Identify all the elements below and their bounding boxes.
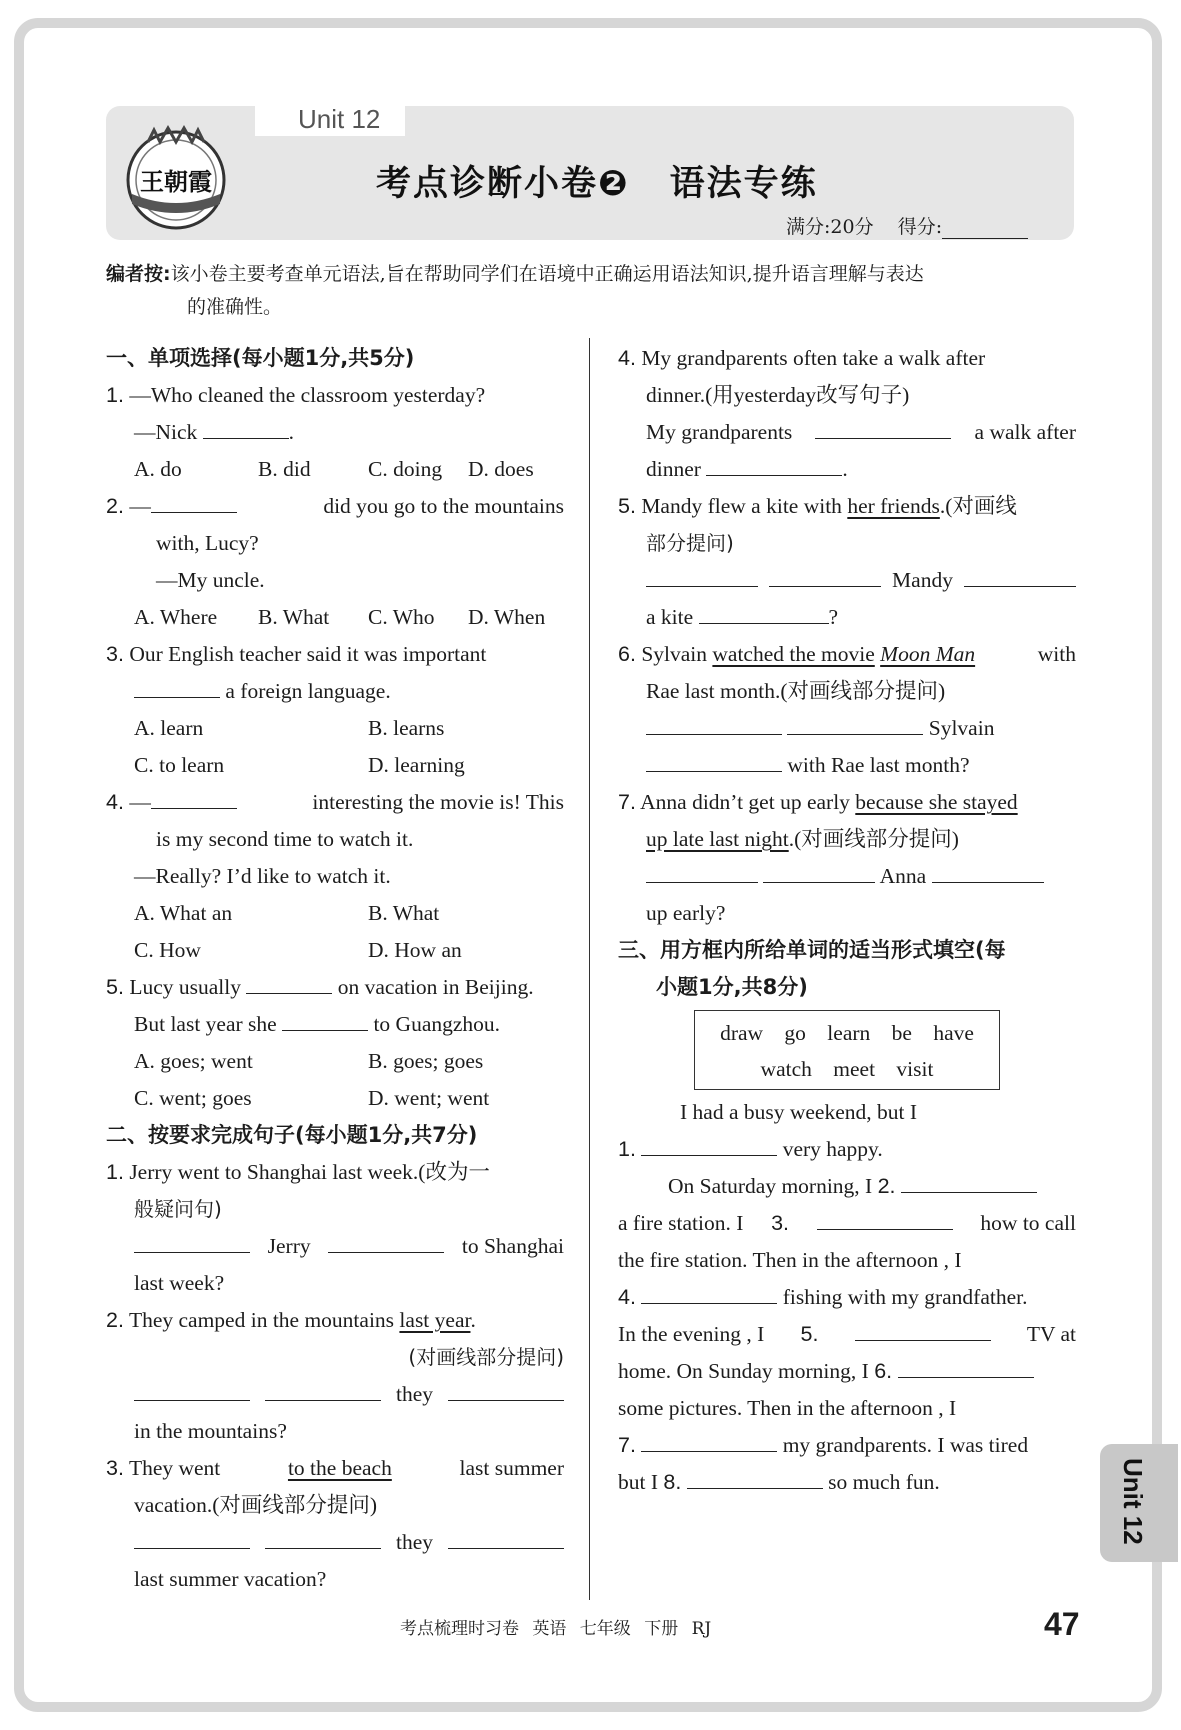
s3-line-3: On Saturday morning, I 2. xyxy=(618,1168,1076,1205)
unit-label: Unit 12 xyxy=(298,104,381,134)
answer-blank[interactable] xyxy=(203,414,289,439)
option[interactable]: D. How an xyxy=(368,938,462,962)
side-unit-tab xyxy=(1100,1444,1178,1562)
section-1-title: 一、单项选择(每小题1分,共5分) xyxy=(106,346,415,370)
answer-blank[interactable] xyxy=(817,1205,953,1230)
section-2-title: 二、按要求完成句子(每小题1分,共7分) xyxy=(106,1123,478,1147)
s1-q5-options-a xyxy=(106,1043,564,1080)
s1-q4-line2: is my second time to watch it. xyxy=(156,827,414,851)
s2-q7-line3: Anna xyxy=(618,858,1076,895)
option[interactable]: A. Where xyxy=(134,605,218,629)
s3-line-1: I had a busy weekend, but I xyxy=(680,1100,918,1124)
answer-blank[interactable] xyxy=(815,414,951,439)
option[interactable]: A. What an xyxy=(134,901,233,925)
s2-q6-line2: Rae last month.(对画线部分提问) xyxy=(646,679,946,703)
title-main: 考点诊断小卷❷ xyxy=(376,164,630,204)
svg-text:王朝霞: 王朝霞 xyxy=(140,168,212,196)
page-title xyxy=(376,156,818,206)
answer-blank[interactable] xyxy=(646,562,758,587)
answer-blank[interactable] xyxy=(134,673,220,698)
s1-q1-options xyxy=(106,451,564,488)
s1-q2-line2: with, Lucy? xyxy=(156,531,259,555)
page-number: 47 xyxy=(1044,1606,1080,1642)
option[interactable]: B. did xyxy=(258,457,311,481)
s2-q6-line3: Sylvain xyxy=(618,710,1076,747)
answer-blank[interactable] xyxy=(898,1353,1034,1378)
answer-blank[interactable] xyxy=(787,710,923,735)
side-tab-label: Unit 12 xyxy=(1118,1458,1148,1545)
s2-q1-line3: Jerry to Shanghai xyxy=(106,1228,564,1265)
answer-blank[interactable] xyxy=(134,1228,250,1253)
right-column xyxy=(618,340,1076,1501)
footer-text: 考点梳理时习卷 英语 七年级 下册 RJ xyxy=(400,1619,712,1639)
answer-blank[interactable] xyxy=(769,562,881,587)
answer-blank[interactable] xyxy=(641,1427,777,1452)
s1-q3-line1: 3. Our English teacher said it was important xyxy=(106,642,487,666)
answer-blank[interactable] xyxy=(282,1006,368,1031)
answer-blank[interactable] xyxy=(641,1279,777,1304)
s1-q1-line2: —Nick . xyxy=(106,414,564,451)
s1-q5-line2: But last year she to Guangzhou. xyxy=(106,1006,564,1043)
s2-q3-line1: 3. They went to the beach last summer xyxy=(106,1456,564,1480)
s2-q1-line2: 般疑问句) xyxy=(134,1197,222,1221)
answer-blank[interactable] xyxy=(134,1524,250,1549)
answer-blank[interactable] xyxy=(151,784,237,809)
column-divider xyxy=(589,338,590,1600)
s1-q5-line1: 5. Lucy usually on vacation in Beijing. xyxy=(106,969,564,1006)
word-box-row-2: watch meet visit xyxy=(760,1057,934,1081)
s2-q1-line4: last week? xyxy=(134,1271,225,1295)
s3-line-2: 1. very happy. xyxy=(618,1131,1076,1168)
s3-line-11: but I 8. so much fun. xyxy=(618,1464,1076,1501)
option[interactable]: C. to learn xyxy=(134,753,225,777)
s1-q4-options-a xyxy=(106,895,564,932)
s1-q4-options-b xyxy=(106,932,564,969)
answer-blank[interactable] xyxy=(151,488,237,513)
section-3-title-2: 小题1分,共8分) xyxy=(656,975,808,999)
title-sub: 语法专练 xyxy=(669,164,818,204)
s3-line-9: some pictures. Then in the afternoon , I xyxy=(618,1396,957,1420)
option[interactable]: C. went; goes xyxy=(134,1086,252,1110)
option[interactable]: B. What xyxy=(258,605,330,629)
option[interactable]: D. When xyxy=(468,605,546,629)
answer-blank[interactable] xyxy=(699,599,829,624)
answer-blank[interactable] xyxy=(641,1131,777,1156)
s2-q2-line4: in the mountains? xyxy=(134,1419,287,1443)
s2-q4-line2: dinner.(用yesterday改写句子) xyxy=(646,383,910,407)
s2-q5-line3: Mandy xyxy=(618,562,1076,599)
answer-blank[interactable] xyxy=(448,1376,564,1401)
option[interactable]: C. How xyxy=(134,938,201,962)
note-label: 编者按: xyxy=(106,263,171,285)
s1-q2-line1: 2. — did you go to the mountains xyxy=(106,488,564,525)
s2-q5-line2: 部分提问) xyxy=(646,531,734,555)
word-box xyxy=(694,1010,1000,1090)
answer-blank[interactable] xyxy=(265,1524,381,1549)
answer-blank[interactable] xyxy=(646,710,782,735)
s2-q3-line2: vacation.(对画线部分提问) xyxy=(134,1493,378,1517)
s2-q3-line4: last summer vacation? xyxy=(134,1567,327,1591)
s1-q3-line2: a foreign language. xyxy=(106,673,564,710)
answer-blank[interactable] xyxy=(646,858,758,883)
note-text-2: 的准确性。 xyxy=(187,296,283,318)
s1-q2-options xyxy=(106,599,564,636)
section-3-title-1: 三、用方框内所给单词的适当形式填空(每 xyxy=(618,938,1006,962)
score-line xyxy=(786,212,1028,239)
option[interactable]: B. goes; goes xyxy=(368,1049,484,1073)
s2-q4-line3: My grandparents a walk after xyxy=(618,414,1076,451)
answer-blank[interactable] xyxy=(134,1376,250,1401)
left-column xyxy=(106,340,564,1598)
answer-blank[interactable] xyxy=(932,858,1044,883)
s2-q2-line2: (对画线部分提问) xyxy=(408,1345,564,1369)
answer-blank[interactable] xyxy=(246,969,332,994)
s1-q3-options-b xyxy=(106,747,564,784)
score-label: 得分: xyxy=(897,216,943,238)
answer-blank[interactable] xyxy=(901,1168,1037,1193)
option[interactable]: D. went; went xyxy=(368,1086,490,1110)
score-blank[interactable] xyxy=(942,220,1028,239)
s2-q2-line3: they xyxy=(106,1376,564,1413)
editor-note xyxy=(106,258,1076,324)
s2-q5-line1: 5. Mandy flew a kite with her friends.(对画线 xyxy=(618,494,1017,518)
answer-blank[interactable] xyxy=(646,747,782,772)
s2-q4-line1: 4. My grandparents often take a walk after xyxy=(618,346,986,370)
answer-blank[interactable] xyxy=(964,562,1076,587)
option[interactable]: B. learns xyxy=(368,716,445,740)
option[interactable]: C. Who xyxy=(368,605,435,629)
s3-line-8: home. On Sunday morning, I 6. xyxy=(618,1353,1076,1390)
s1-q5-options-b xyxy=(106,1080,564,1117)
s2-q7-line4: up early? xyxy=(646,901,726,925)
full-score: 满分:20分 xyxy=(786,216,874,238)
answer-blank[interactable] xyxy=(855,1316,991,1341)
s3-line-10: 7. my grandparents. I was tired xyxy=(618,1427,1076,1464)
s2-q2-line1: 2. They camped in the mountains last year. xyxy=(106,1308,476,1332)
answer-blank[interactable] xyxy=(328,1228,444,1253)
s3-line-5: the fire station. Then in the afternoon , I xyxy=(618,1248,962,1272)
s3-line-4: a fire station. I 3. how to call xyxy=(618,1205,1076,1242)
s2-q3-line3: they xyxy=(106,1524,564,1561)
s2-q7-line1: 7. Anna didn’t get up early because she stayed xyxy=(618,790,1018,814)
s1-q4-line1: 4. — interesting the movie is! This xyxy=(106,784,564,821)
s1-q1-line1: 1. —Who cleaned the classroom yesterday? xyxy=(106,383,486,407)
s3-line-6: 4. fishing with my grandfather. xyxy=(618,1279,1076,1316)
s2-q4-line4: dinner . xyxy=(618,451,1076,488)
s3-line-7: In the evening , I 5. TV at xyxy=(618,1316,1076,1353)
answer-blank[interactable] xyxy=(448,1524,564,1549)
s1-q2-line3: —My uncle. xyxy=(156,568,265,592)
option[interactable]: C. doing xyxy=(368,457,443,481)
option[interactable]: A. do xyxy=(134,457,182,481)
option[interactable]: A. learn xyxy=(134,716,204,740)
word-box-row-1: draw go learn be have xyxy=(720,1021,974,1045)
option[interactable]: A. goes; went xyxy=(134,1049,253,1073)
option[interactable]: B. What xyxy=(368,901,440,925)
answer-blank[interactable] xyxy=(706,451,842,476)
s2-q5-line4: a kite ? xyxy=(618,599,1076,636)
s1-q3-options-a xyxy=(106,710,564,747)
s2-q1-line1: 1. Jerry went to Shanghai last week.(改为一 xyxy=(106,1160,490,1184)
answer-blank[interactable] xyxy=(687,1464,823,1489)
s2-q6-line1: 6. Sylvain watched the movie Moon Man with xyxy=(618,642,1076,666)
note-text-1: 该小卷主要考查单元语法,旨在帮助同学们在语境中正确运用语法知识,提升语言理解与表达 xyxy=(170,263,924,285)
option[interactable]: D. does xyxy=(468,457,534,481)
brand-logo xyxy=(118,120,234,236)
answer-blank[interactable] xyxy=(763,858,875,883)
s1-q4-line3: —Really? I’d like to watch it. xyxy=(134,864,391,888)
s2-q6-line4: with Rae last month? xyxy=(618,747,1076,784)
s2-q7-line2: up late last night.(对画线部分提问) xyxy=(646,827,959,851)
answer-blank[interactable] xyxy=(265,1376,381,1401)
option[interactable]: D. learning xyxy=(368,753,465,777)
